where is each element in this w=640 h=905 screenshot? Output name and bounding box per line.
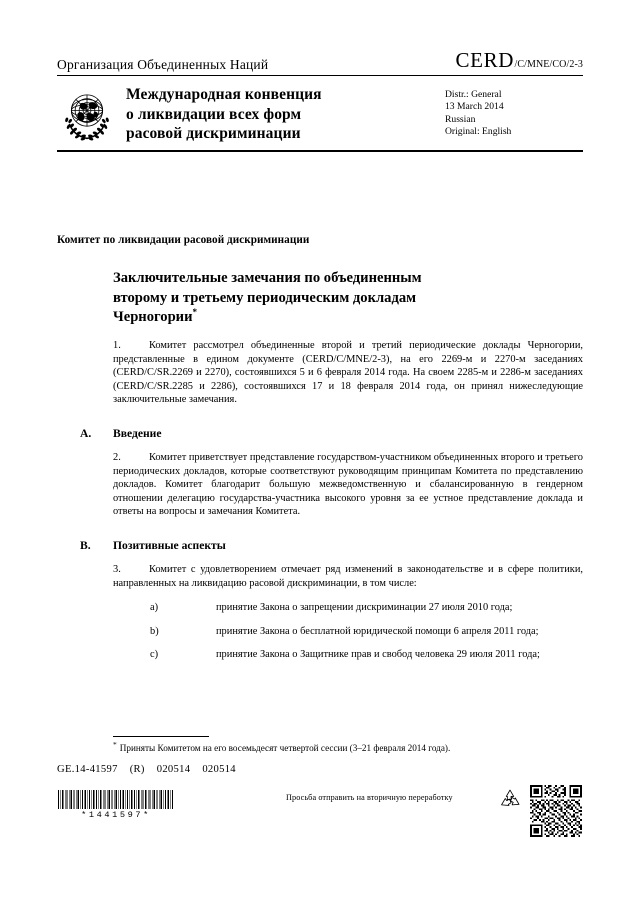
paragraph-text: Комитет с удовлетворением отмечает ряд изменений в законодательстве и в сфере политики, направленных на ликвидацию расовой дискриминации, в том числе: <box>113 563 583 589</box>
ge-code: GE.14-41597 <box>57 764 118 775</box>
title-footnote-marker: * <box>192 307 198 318</box>
footnote-marker: * <box>113 739 117 749</box>
list-item <box>113 601 583 615</box>
paragraph-1 <box>113 339 583 407</box>
convention-title-line3: расовой дискриминации <box>126 125 301 142</box>
convention-title-line2: о ликвидации всех форм <box>126 105 302 123</box>
list-item-text: принятие Закона о Защитнике прав и свобод человека 29 июля 2011 года; <box>216 649 540 661</box>
organization-name: Организация Объединенных Наций <box>57 57 269 72</box>
convention-title-line1: Международная конвенция <box>126 86 322 103</box>
paragraph-2 <box>113 451 583 519</box>
recycle-note: Просьба отправить на вторичную переработку <box>286 793 453 802</box>
barcode-bars-icon <box>57 790 175 809</box>
footnote-text: Приняты Комитетом на его восемьдесят четвертой сессии (3–21 февраля 2014 года). <box>119 743 451 753</box>
page-title-line2: второму и третьему периодическим докладам <box>113 289 417 306</box>
recycle-icon <box>499 789 521 807</box>
section-title-b: Позитивные аспекты <box>113 538 226 552</box>
un-emblem-icon <box>57 85 117 143</box>
section-letter-b: B. <box>80 538 91 552</box>
page-title-line3: Черногории <box>113 309 193 326</box>
list-item-text: принятие Закона о бесплатной юридической помощи 6 апреля 2011 года; <box>216 625 539 637</box>
document-code <box>57 764 236 775</box>
footnote <box>113 739 583 754</box>
convention-title <box>126 83 445 144</box>
list-item-label: b) <box>150 625 159 637</box>
list-item-text: принятие Закона о запрещении дискриминации 27 июля 2010 года; <box>216 602 513 614</box>
qr-code-icon <box>530 785 582 837</box>
symbol-sub: /C/MNE/CO/2-3 <box>514 59 583 70</box>
page-title-line1: Заключительные замечания по объединенным <box>113 270 422 286</box>
date-code-2: 020514 <box>202 764 236 775</box>
distribution-type: Distr.: General <box>445 89 502 100</box>
paragraph-text: Комитет приветствует представление государством-участником объединенных второго и третьего периодических докладов, которые соответствуют руководящим принципам Комитета по представлению докладов. Комитет благодарит большую межведомственную и сбалансированную в гендерном отношении делегацию государства-участника высокого уровня за ее устное представление доклада и ответы на вопросы и замечания Комитета. <box>113 451 583 518</box>
section-title-a: Введение <box>113 426 162 440</box>
page-title <box>113 269 533 328</box>
distribution-original: Original: English <box>445 126 512 138</box>
date-code-1: 020514 <box>156 764 191 775</box>
header-rule-thick <box>57 150 583 152</box>
symbol-main: CERD <box>455 48 514 72</box>
language-code: (R) <box>129 764 145 775</box>
paragraph-number: 2. <box>113 451 121 463</box>
document-body <box>80 339 583 672</box>
paragraph-text: Комитет рассмотрел объединенные второй и третий периодические доклады Черногории, представленные в едином документе (CERD/C/MNE/2-3), на его 2269-м и 2270-м заседаниях (CERD/C/SR.2269 и 2270), состоявшихся 5 и 6 февраля 2014 года. На своем 2285-м и 2286-м заседаниях (CERD/C/SR.2285 и 2286), состоявшихся 17 и 18 февраля 2014 года, он принял нижеследующие заключительные замечания. <box>113 340 583 406</box>
barcode <box>57 790 175 820</box>
document-header <box>57 48 583 152</box>
footnote-separator <box>113 736 209 737</box>
distribution-block <box>445 83 583 139</box>
distribution-language: Russian <box>445 113 476 125</box>
committee-name: Комитет по ликвидации расовой дискриминации <box>57 234 310 246</box>
document-symbol <box>456 48 583 73</box>
section-heading-a <box>80 426 583 440</box>
paragraph-number: 1. <box>113 340 121 351</box>
barcode-number: *1441597* <box>81 810 151 820</box>
distribution-date: 13 March 2014 <box>445 101 504 113</box>
list-item <box>113 648 583 662</box>
paragraph-number: 3. <box>113 563 121 575</box>
list-item-label: a) <box>150 602 159 614</box>
list-item-label: c) <box>150 649 159 661</box>
header-top-row <box>57 48 583 75</box>
section-letter-a: A. <box>80 426 92 440</box>
list-item <box>113 625 583 639</box>
section-heading-b <box>80 538 583 552</box>
paragraph-3 <box>113 563 583 590</box>
header-body <box>57 76 583 150</box>
